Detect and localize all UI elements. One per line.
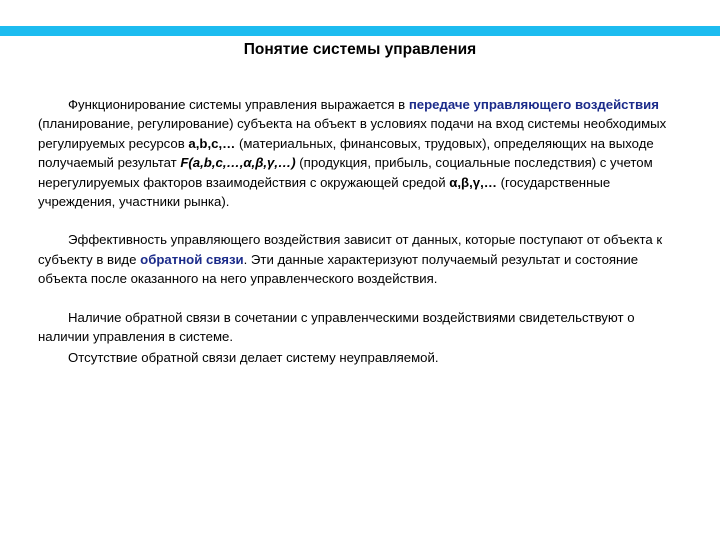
highlight-feedback: обратной связи [140, 251, 244, 267]
resources-symbols: a,b,c,… [188, 135, 236, 151]
paragraph-functioning [38, 95, 686, 211]
text-run: Функционирование системы управления выражается в [68, 97, 409, 112]
result-function: F(a,b,c,…,α,β,γ,…) [180, 155, 296, 171]
highlight-control-impact: передаче управляющего воздействия [408, 97, 659, 112]
paragraph-feedback-presence: Наличие обратной связи в сочетании с управленческими воздействиями свидетельствуют о наличии управления в системе. [38, 309, 635, 345]
slide-title: Понятие системы управления [0, 36, 720, 64]
text-run: (планирование, регулирование) субъекта на объект в условиях подачи на вход системы необходимых регулируемых ресурсов [38, 116, 667, 151]
paragraph-effectiveness [38, 230, 686, 288]
text-run: (материальных, финансовых, трудовых), определяющих на выходе получаемый результат [38, 135, 654, 171]
text-run: . Эти данные характеризуют получаемый результат и состояние объекта после оказанного на него управленческого воздействия. [38, 251, 639, 287]
text-run: (продукция, прибыль, социальные последствия) с учетом нерегулируемых факторов взаимодействия с окружающей средой [38, 155, 653, 190]
text-run: Эффективность управляющего воздействия зависит от данных, которые поступают от объекта к субъекту в виде [38, 232, 663, 267]
text-run: (государственные учреждения, участники рынка). [38, 174, 611, 210]
factors-symbols: α,β,γ,… [449, 174, 497, 190]
slide-content [38, 95, 686, 368]
paragraph-feedback-absence: Отсутствие обратной связи делает систему неуправляемой. [68, 350, 439, 366]
